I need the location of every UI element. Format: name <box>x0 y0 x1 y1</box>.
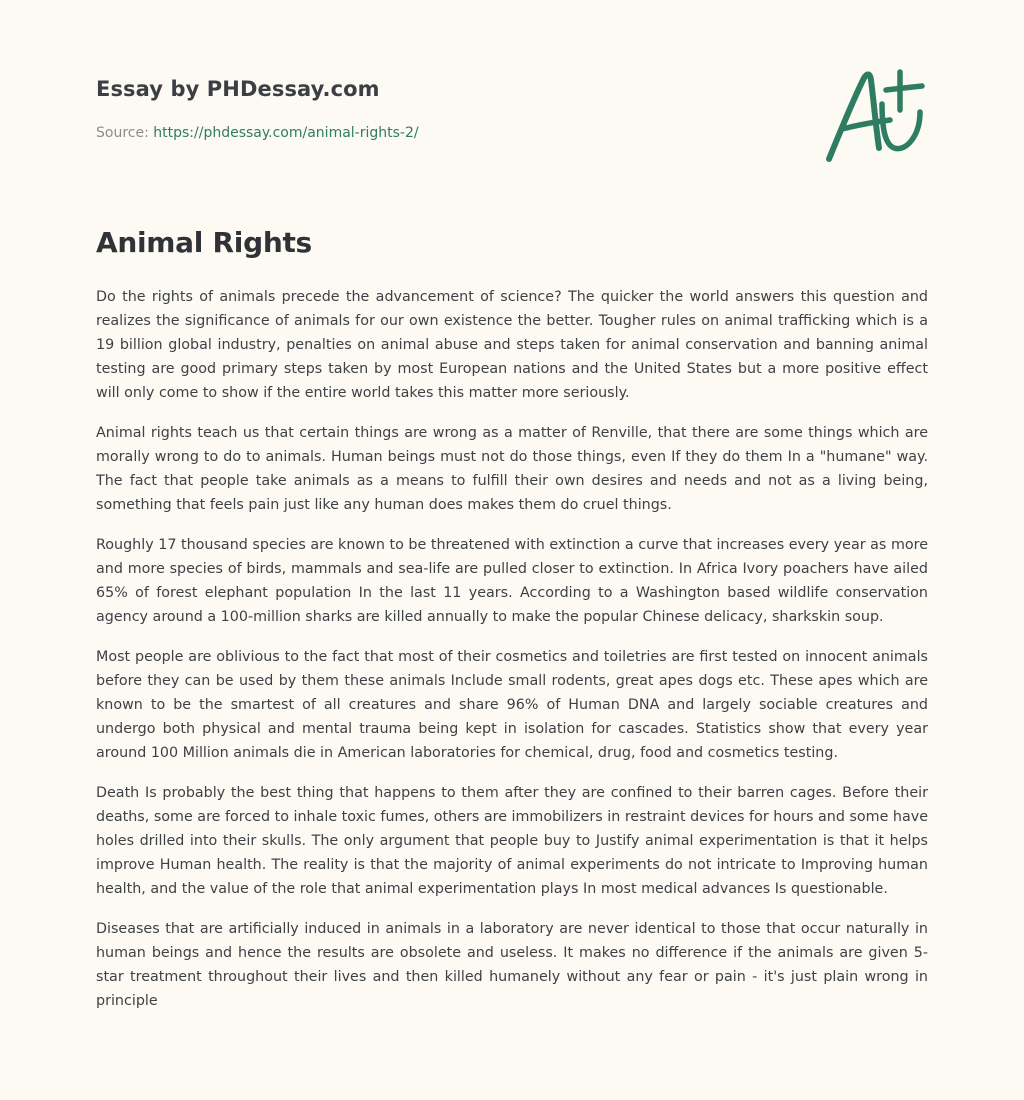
source-label: Source: <box>96 125 154 141</box>
essay-paragraph-3: Roughly 17 thousand species are known to be threatened with extinction a curve that increases every year as more and more species of birds, mammals and sea-life are pulled closer to extinction. In Africa Ivory poachers have ailed 65% of forest elephant population In the last 11 years. According to a Washington based wildlife conservation agency around a 100-million sharks are killed annually to make the popular Chinese delicacy, sharkskin soup. <box>96 537 928 625</box>
source-line <box>96 125 419 141</box>
essay-paragraph-1: Do the rights of animals precede the advancement of science? The quicker the world answers this question and realizes the significance of animals for our own existence the better. Tougher rules on animal trafficking which is a 19 billion global industry, penalties on animal abuse and steps taken for animal conservation and banning animal testing are good primary steps taken by most European nations and the United States but a more positive effect will only come to show if the entire world takes this matter more seriously. <box>96 289 928 401</box>
a-plus-logo-icon <box>824 66 926 164</box>
essay-paragraph-2: Animal rights teach us that certain things are wrong as a matter of Renville, that there are some things which are morally wrong to do to animals. Human beings must not do those things, even If they do them In a "humane" way. The fact that people take animals as a means to fulfill their own desires and needs and not as a living being, something that feels pain just like any human does makes them do cruel things. <box>96 425 928 513</box>
source-link[interactable]: https://phdessay.com/animal-rights-2/ <box>153 125 419 141</box>
essay-title: Animal Rights <box>96 226 312 259</box>
essay-paragraph-6: Diseases that are artificially induced in animals in a laboratory are never identical to those that occur naturally in human beings and hence the results are obsolete and useless. It makes no difference if the animals are given 5-star treatment throughout their lives and then killed humanely without any fear or pain - it's just plain wrong in principle <box>96 921 928 1009</box>
page-header <box>96 0 928 259</box>
essay-paragraph-5: Death Is probably the best thing that happens to them after they are confined to their barren cages. Before their deaths, some are forced to inhale toxic fumes, others are immobilizers in restraint devices for hours and some have holes drilled into their skulls. The only argument that people buy to Justify animal experimentation is that it helps improve Human health. The reality is that the majority of animal experiments do not intricate to Improving human health, and the value of the role that animal experimentation plays In most medical advances Is questionable. <box>96 785 928 897</box>
essay-body <box>96 285 928 1029</box>
essay-page <box>96 0 928 1009</box>
essay-paragraph-4: Most people are oblivious to the fact that most of their cosmetics and toiletries are first tested on innocent animals before they can be used by them these animals Include small rodents, great apes dogs etc. These apes which are known to be the smartest of all creatures and share 96% of Human DNA and largely sociable creatures and undergo both physical and mental trauma being kept in isolation for cascades. Statistics show that every year around 100 Million animals die in American laboratories for chemical, drug, food and cosmetics testing. <box>96 649 928 761</box>
site-title: Essay by PHDessay.com <box>96 77 380 101</box>
